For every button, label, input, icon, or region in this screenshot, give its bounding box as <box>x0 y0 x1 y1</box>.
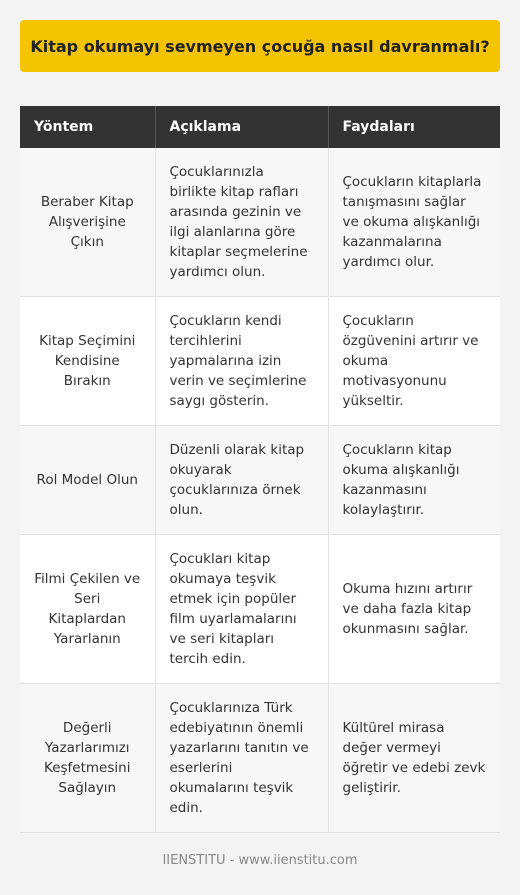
table-row <box>20 426 500 535</box>
header-method: Yöntem <box>20 106 155 148</box>
footer-credit: IIENSTITU - www.iienstitu.com <box>162 853 358 868</box>
table-body <box>20 148 500 833</box>
cell-method: Değerli Yazarlarımızı Keşfetmesini Sağlayın <box>20 684 155 833</box>
cell-description: Çocuklarınızla birlikte kitap rafları arasında gezinin ve ilgi alanlarına göre kitaplar seçmelerine yardımcı olun. <box>155 148 328 297</box>
table-header <box>20 106 500 148</box>
table-row <box>20 535 500 684</box>
header-benefits: Faydaları <box>328 106 500 148</box>
cell-description: Çocukların kendi tercihlerini yapmalarına izin verin ve seçimlerine saygı gösterin. <box>155 297 328 426</box>
header-description: Açıklama <box>155 106 328 148</box>
cell-benefits: Okuma hızını artırır ve daha fazla kitap okunmasını sağlar. <box>328 535 500 684</box>
cell-benefits: Çocukların özgüvenini artırır ve okuma motivasyonunu yükseltir. <box>328 297 500 426</box>
title-banner <box>20 20 500 72</box>
cell-method: Filmi Çekilen ve Seri Kitaplardan Yararlanın <box>20 535 155 684</box>
cell-description: Düzenli olarak kitap okuyarak çocuklarınıza örnek olun. <box>155 426 328 535</box>
table-header-row <box>20 106 500 148</box>
table-row <box>20 148 500 297</box>
methods-table <box>20 106 500 833</box>
table-row <box>20 297 500 426</box>
methods-table-container <box>20 106 500 833</box>
cell-method: Beraber Kitap Alışverişine Çıkın <box>20 148 155 297</box>
cell-benefits: Kültürel mirasa değer vermeyi öğretir ve edebi zevk geliştirir. <box>328 684 500 833</box>
cell-method: Kitap Seçimini Kendisine Bırakın <box>20 297 155 426</box>
cell-benefits: Çocukların kitap okuma alışkanlığı kazanmasını kolaylaştırır. <box>328 426 500 535</box>
cell-method: Rol Model Olun <box>20 426 155 535</box>
cell-description: Çocuklarınıza Türk edebiyatının önemli yazarlarını tanıtın ve eserlerini okumalarını teşvik edin. <box>155 684 328 833</box>
table-row <box>20 684 500 833</box>
cell-benefits: Çocukların kitaplarla tanışmasını sağlar ve okuma alışkanlığı kazanmalarına yardımcı olur. <box>328 148 500 297</box>
page-title: Kitap okumayı sevmeyen çocuğa nasıl davranmalı? <box>30 36 490 56</box>
cell-description: Çocukları kitap okumaya teşvik etmek için popüler film uyarlamalarını ve seri kitapları tercih edin. <box>155 535 328 684</box>
